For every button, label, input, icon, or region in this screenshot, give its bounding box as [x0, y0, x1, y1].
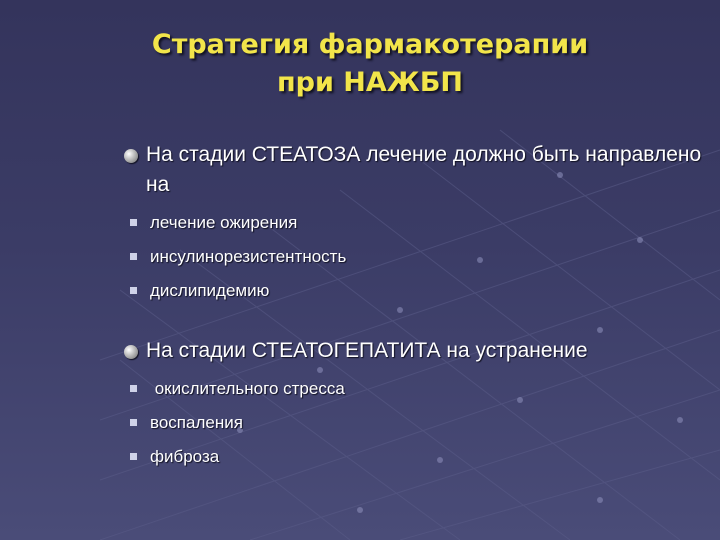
sub-item — [120, 446, 710, 468]
square-bullet-icon — [130, 385, 137, 392]
sub-item-text: воспаления — [150, 413, 243, 432]
sub-item-text: лечение ожирения — [150, 213, 298, 232]
bullet-text: На стадии СТЕАТОГЕПАТИТА на устранение — [146, 339, 588, 362]
sub-item — [120, 212, 710, 234]
bullet-steatohepatitis — [120, 336, 710, 366]
sub-item — [120, 280, 710, 302]
square-bullet-icon — [130, 419, 137, 426]
bullet-text: На стадии СТЕАТОЗА лечение должно быть направлено на — [146, 143, 702, 196]
title-line-1: Стратегия фармакотерапии — [151, 29, 589, 60]
round-bullet-icon — [124, 149, 138, 163]
sub-item-text: дислипидемию — [150, 281, 270, 300]
sub-list-steatosis — [120, 212, 710, 302]
square-bullet-icon — [130, 287, 137, 294]
square-bullet-icon — [130, 453, 137, 460]
sub-list-steatohepatitis — [120, 378, 710, 468]
square-bullet-icon — [130, 253, 137, 260]
spacer — [120, 302, 710, 336]
title-line-2: при НАЖБП — [276, 67, 464, 98]
sub-item — [120, 412, 710, 434]
sub-item-text: фиброза — [150, 447, 220, 466]
round-bullet-icon — [124, 345, 138, 359]
sub-item-text: инсулинорезистентность — [150, 247, 347, 266]
bullet-list — [120, 140, 710, 468]
square-bullet-icon — [130, 219, 137, 226]
slide-title — [90, 26, 650, 102]
sub-item — [120, 246, 710, 268]
sub-item-text: окислительного стресса — [150, 379, 345, 398]
bullet-steatosis — [120, 140, 710, 200]
sub-item — [120, 378, 710, 400]
